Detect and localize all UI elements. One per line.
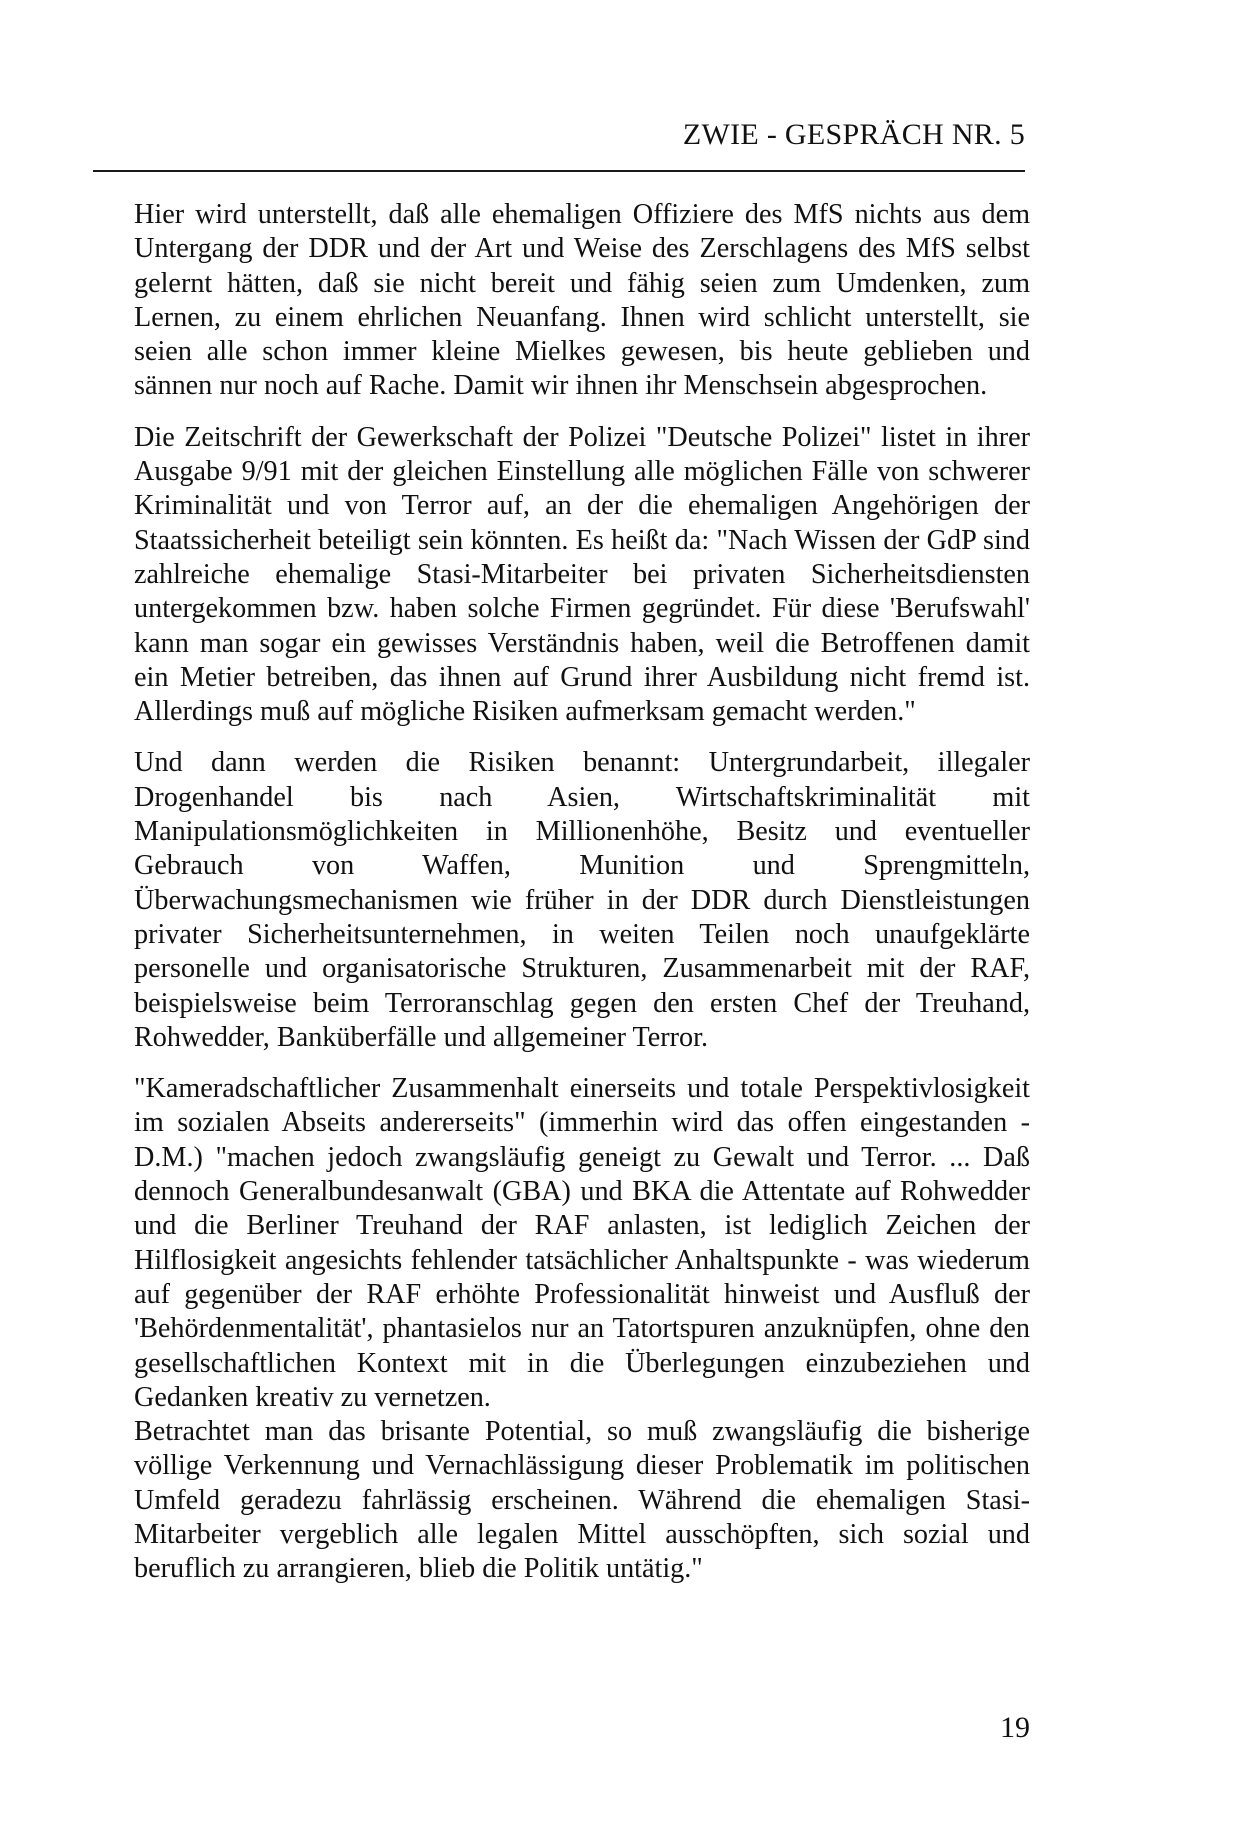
paragraph-1: Hier wird unterstellt, daß alle ehemaligen Offiziere des MfS nichts aus dem Untergang der DDR und der Art und Weise des Zerschlagens des MfS selbst gelernt hätten, daß sie nicht bereit und fähig seien zum Umdenken, zum Lernen, zu einem ehrlichen Neuanfang. Ihnen wird schlicht unterstellt, sie seien alle schon immer kleine Mielkes gewesen, bis heute geblieben und sännen nur noch auf Rache. Damit wir ihnen ihr Menschsein abgesprochen. [134, 199, 1030, 402]
paragraph-5: Betrachtet man das brisante Potential, so muß zwangsläufig die bisherige völlige Verkennung und Vernachlässigung dieser Problematik im politischen Umfeld geradezu fahrlässig erscheinen. Während die ehemaligen Stasi-Mitarbeiter vergeblich alle legalen Mittel ausschöpften, sich sozial und beruflich zu arrangieren, blieb die Politik untätig." [134, 1416, 1030, 1585]
running-title: ZWIE - GESPRÄCH NR. 5 [682, 118, 1025, 151]
paragraph-4: "Kameradschaftlicher Zusammenhalt einerseits und totale Perspektivlosigkeit im sozialen Abseits andererseits" (immerhin wird das offen eingestanden - D.M.) "machen jedoch zwangsläufig geneigt zu Gewalt und Terror. ... Daß dennoch Generalbundesanwalt (GBA) und BKA die Attentate auf Rohwedder und die Berliner Treuhand der RAF anlasten, ist lediglich Zeichen der Hilflosigkeit angesichts fehlender tatsächlicher Anhaltspunkte - was wiederum auf gegenüber der RAF erhöhte Professionalität hinweist und Ausfluß der 'Behördenmentalität', phantasielos nur an Tatortspuren anzuknüpfen, ohne den gesellschaftlichen Kontext mit in die Überlegungen einzubeziehen und Gedanken kreativ zu vernetzen. [134, 1073, 1030, 1413]
paragraph-2: Die Zeitschrift der Gewerkschaft der Polizei "Deutsche Polizei" listet in ihrer Ausgabe 9/91 mit der gleichen Einstellung alle möglichen Fälle von schwerer Kriminalität und von Terror auf, an der die ehemaligen Angehörigen der Staatssicherheit beteiligt sein könnten. Es heißt da: "Nach Wissen der GdP sind zahlreiche ehemalige Stasi-Mitarbeiter bei privaten Sicherheitsdiensten untergekommen bzw. haben solche Firmen gegründet. Für diese 'Berufswahl' kann man sogar ein gewisses Verständnis haben, weil die Betroffenen damit ein Metier betreiben, das ihnen auf Grund ihrer Ausbildung nicht fremd ist. Allerdings muß auf mögliche Risiken aufmerksam gemacht werden." [134, 421, 1030, 728]
page-header [93, 108, 1025, 172]
paragraph-3: Und dann werden die Risiken benannt: Untergrundarbeit, illegaler Drogenhandel bis nach Asien, Wirtschaftskriminalität mit Manipulationsmöglichkeiten in Millionenhöhe, Besitz und eventueller Gebrauch von Waffen, Munition und Sprengmitteln, Überwachungsmechanismen wie früher in der DDR durch Dienstleistungen privater Sicherheitsunternehmen, in weiten Teilen noch unaufgeklärte personelle und organisatorische Strukturen, Zusammenarbeit mit der RAF, beispielsweise beim Terroranschlag gegen den ersten Chef der Treuhand, Rohwedder, Banküberfälle und allgemeiner Terror. [134, 747, 1030, 1053]
page-number: 19 [1000, 1711, 1030, 1744]
body-text [134, 198, 1030, 1604]
